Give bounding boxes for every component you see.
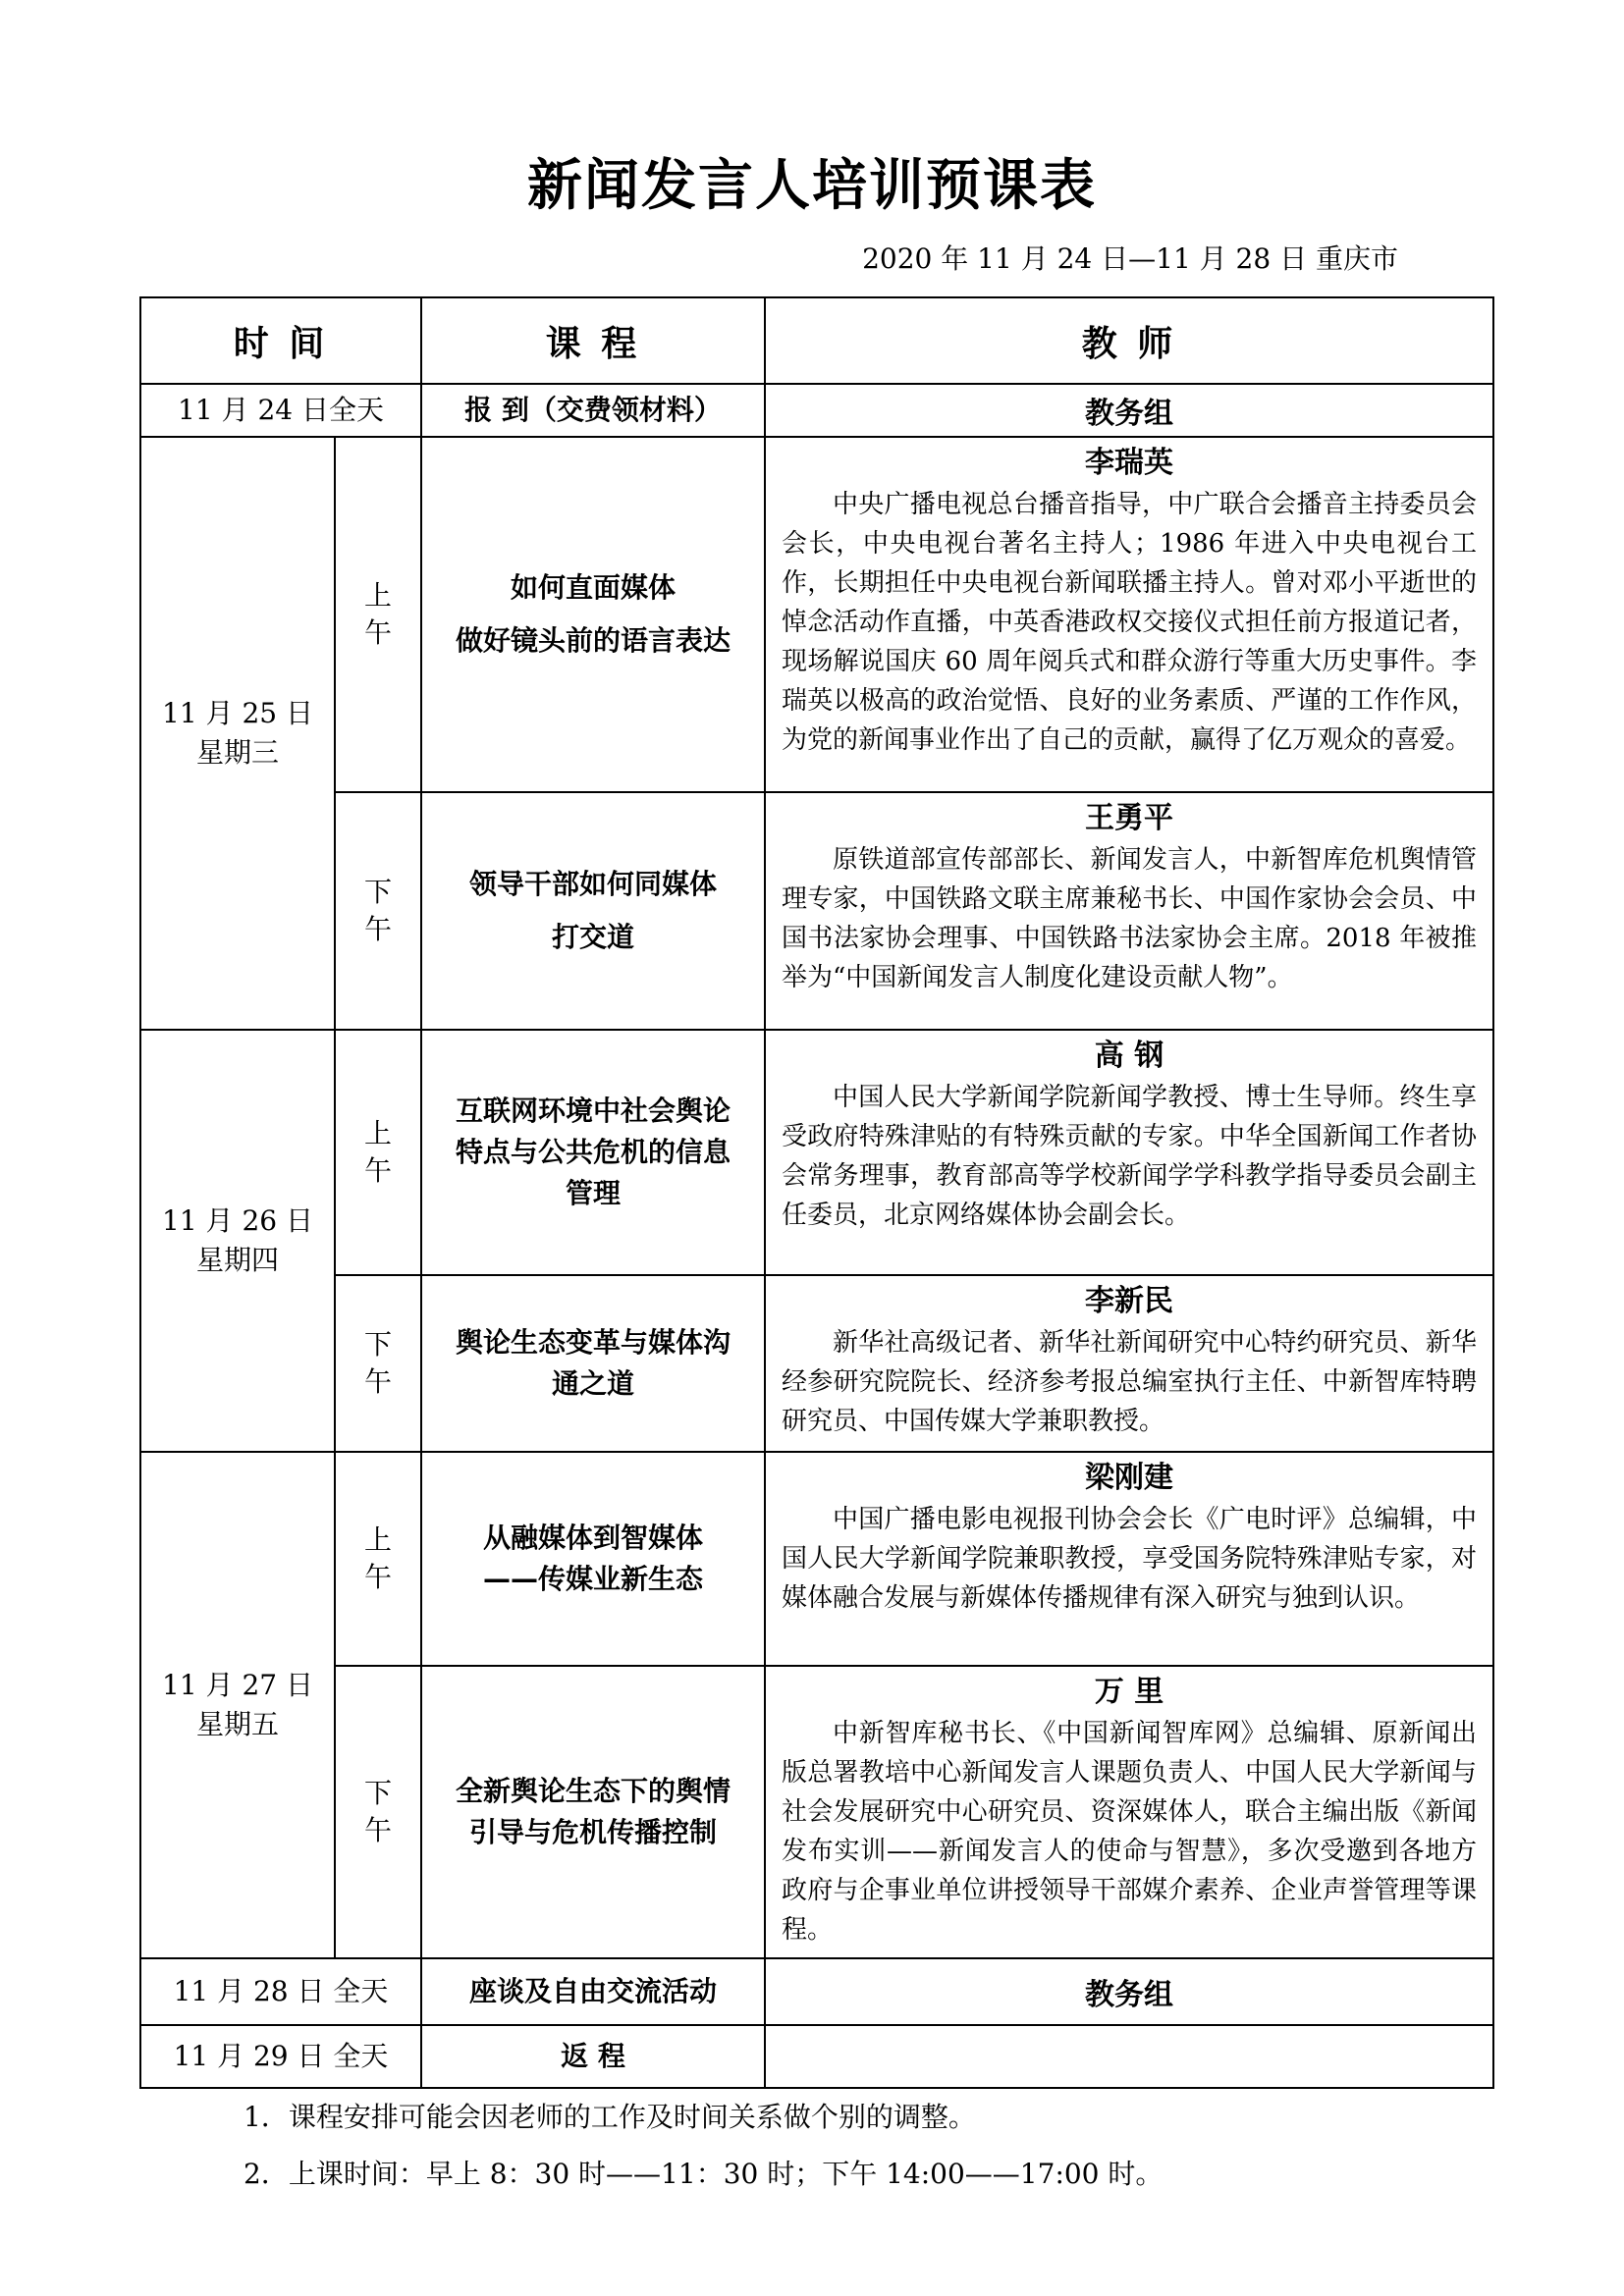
day29-course: 返 程	[421, 2025, 765, 2088]
teacher-name: 李新民	[1085, 1284, 1174, 1318]
day-weekday: 星期五	[195, 1708, 279, 1740]
header-row	[140, 297, 1493, 384]
half-day-label: 上 午	[335, 1030, 421, 1275]
day29-teacher	[765, 2025, 1493, 2088]
header-teacher: 教 师	[765, 297, 1493, 384]
teacher-name: 梁刚建	[1085, 1461, 1174, 1495]
session-row	[140, 1275, 1493, 1452]
half-day-label: 上 午	[335, 1452, 421, 1666]
day-date: 11 月 26 日	[162, 1204, 313, 1237]
course-title: 舆论生态变革与媒体沟 通之道	[421, 1275, 765, 1452]
day-cell	[140, 1452, 335, 1958]
session-row	[140, 1030, 1493, 1275]
session-row	[140, 792, 1493, 1030]
teacher-cell	[765, 1275, 1493, 1452]
course-title: 互联网环境中社会舆论 特点与公共危机的信息 管理	[421, 1030, 765, 1275]
date-location: 2020 年 11 月 24 日—11 月 28 日 重庆市	[862, 242, 1398, 275]
teacher-cell	[765, 437, 1493, 792]
half-day-label: 下 午	[335, 1666, 421, 1958]
teacher-bio: 中新智库秘书长、《中国新闻智库网》总编辑、原新闻出版总署教培中心新闻发言人课题负责人、中国人民大学新闻与社会发展研究中心研究员、资深媒体人，联合主编出版《新闻发布实训——新闻发言人的使命与智慧》，多次受邀到各地方政府与企事业单位讲授领导干部媒介素养、企业声誉管理等课程。	[782, 1719, 1478, 1945]
registration-row	[140, 384, 1493, 437]
day29-row	[140, 2025, 1493, 2088]
teacher-bio: 中国人民大学新闻学院新闻学教授、博士生导师。终生享受政府特殊津贴的有特殊贡献的专家。中华全国新闻工作者协会常务理事，教育部高等学校新闻学学科教学指导委员会副主任委员，北京网络媒体协会副会长。	[782, 1083, 1478, 1230]
teacher-bio: 中央广播电视总台播音指导，中广联合会播音主持委员会会长，中央电视台著名主持人；1986 年进入中央电视台工作，长期担任中央电视台新闻联播主持人。曾对邓小平逝世的悼念活动作直播，中英香港政权交接仪式担任前方报道记者，现场解说国庆 60 周年阅兵式和群众游行等重大历史事件。李瑞英以极高的政治觉悟、良好的业务素质、严谨的工作作风，为党的新闻事业作出了自己的贡献，赢得了亿万观众的喜爱。	[782, 490, 1478, 755]
session-row	[140, 1666, 1493, 1958]
course-title: 如何直面媒体 做好镜头前的语言表达	[421, 437, 765, 792]
day-weekday: 星期四	[195, 1244, 279, 1276]
course-title: 从融媒体到智媒体 ——传媒业新生态	[421, 1452, 765, 1666]
teacher-cell	[765, 792, 1493, 1030]
day29-time: 11 月 29 日 全天	[140, 2025, 421, 2088]
teacher-name: 李瑞英	[1085, 446, 1174, 480]
day28-course: 座谈及自由交流活动	[421, 1958, 765, 2025]
course-title: 全新舆论生态下的舆情 引导与危机传播控制	[421, 1666, 765, 1958]
day-date: 11 月 27 日	[162, 1669, 313, 1701]
day28-row	[140, 1958, 1493, 2025]
day-cell	[140, 437, 335, 1030]
registration-course: 报 到（交费领材料）	[421, 384, 765, 437]
half-day-label: 下 午	[335, 1275, 421, 1452]
teacher-name: 万 里	[1094, 1675, 1164, 1709]
schedule-table	[139, 296, 1494, 2089]
half-day-label: 上 午	[335, 437, 421, 792]
day28-time: 11 月 28 日 全天	[140, 1958, 421, 2025]
session-row	[140, 1452, 1493, 1666]
teacher-bio: 中国广播电影电视报刊协会会长《广电时评》总编辑，中国人民大学新闻学院兼职教授，享受国务院特殊津贴专家，对媒体融合发展与新媒体传播规律有深入研究与独到认识。	[782, 1505, 1478, 1613]
teacher-name: 高 钢	[1094, 1039, 1164, 1073]
teacher-bio: 新华社高级记者、新华社新闻研究中心特约研究员、新华经参研究院院长、经济参考报总编室执行主任、中新智库特聘研究员、中国传媒大学兼职教授。	[782, 1328, 1478, 1436]
registration-time: 11 月 24 日全天	[140, 384, 421, 437]
header-course: 课 程	[421, 297, 765, 384]
teacher-cell	[765, 1452, 1493, 1666]
registration-teacher: 教务组	[765, 384, 1493, 437]
teacher-name: 王勇平	[1085, 801, 1174, 835]
note-item: 2．上课时间：早上 8：30 时——11：30 时；下午 14:00——17:00 时。	[244, 2158, 1164, 2190]
teacher-cell	[765, 1030, 1493, 1275]
page-title: 新闻发言人培训预课表	[527, 154, 1097, 218]
teacher-bio: 原铁道部宣传部部长、新闻发言人，中新智库危机舆情管理专家，中国铁路文联主席兼秘书长、中国作家协会会员、中国书法家协会理事、中国铁路书法家协会主席。2018 年被推举为“中国新闻发言人制度化建设贡献人物”。	[782, 845, 1478, 992]
day-weekday: 星期三	[195, 736, 279, 769]
note-item: 1．课程安排可能会因老师的工作及时间关系做个别的调整。	[244, 2101, 976, 2133]
header-time: 时 间	[140, 297, 421, 384]
half-day-label: 下 午	[335, 792, 421, 1030]
notes	[244, 2089, 1163, 2203]
day28-teacher: 教务组	[765, 1958, 1493, 2025]
session-row	[140, 437, 1493, 792]
day-cell	[140, 1030, 335, 1452]
day-date: 11 月 25 日	[162, 697, 313, 729]
course-title: 领导干部如何同媒体 打交道	[421, 792, 765, 1030]
teacher-cell	[765, 1666, 1493, 1958]
